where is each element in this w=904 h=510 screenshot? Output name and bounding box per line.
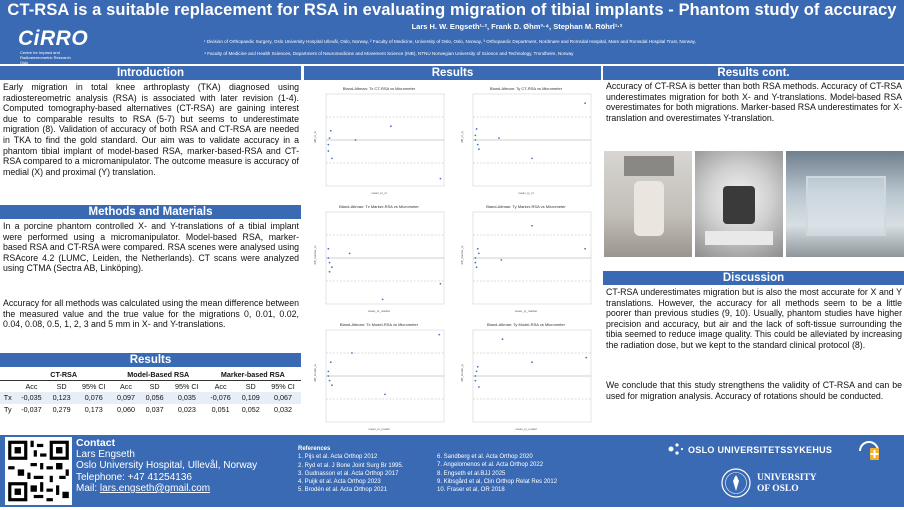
affiliation-line-1: ¹ Division of Orthopaedic Surgery, Oslo University Hospital Ullevål, Oslo, Norway, ² Faculty of Medicine, University of Oslo, Oslo, Norway, ³ Orthopaedic Department, Nordmøre and Romsdal Hospital, Møre and Romsdal Hospital Trust, Norway, — [204, 39, 696, 44]
table-cell: 0,279 — [52, 404, 71, 414]
col-sd: SD — [56, 382, 67, 391]
reference-item: 10. Fraser et al, OR 2018 — [437, 487, 505, 494]
plot-svg — [455, 200, 597, 315]
group-model-based-rsa: Model-Based RSA — [112, 369, 205, 381]
plot-title: Bland-Altman: Ty Model-RSA vs Micrometer — [487, 322, 565, 327]
data-point — [327, 375, 329, 377]
table-cell: -0,035 — [21, 393, 42, 403]
plot-ylabel: diff_marker_ty — [460, 245, 464, 265]
data-point — [476, 266, 478, 268]
data-point — [476, 128, 478, 130]
introduction-heading: Introduction — [0, 66, 301, 80]
table-cell: 0,123 — [52, 393, 71, 403]
uio-line-1: UNIVERSITY — [757, 473, 817, 483]
data-point — [329, 380, 331, 382]
cirro-logo: CiRRO — [18, 27, 89, 50]
table-cell: 0,173 — [84, 404, 103, 414]
discussion-text-2: We conclude that this study strengthens the validity of CT-RSA and can be used for migration analysis. Accuracy of rotations should be conducted. — [606, 380, 902, 401]
data-point — [329, 271, 331, 273]
data-point — [327, 371, 329, 373]
table-cell: 0,023 — [177, 404, 196, 414]
plot-svg — [308, 200, 450, 315]
affiliation-line-2: ⁴ Faculty of Medicine and Health Sciences, Department of Neuromedicine and Movement Science (INB), NTNU Norwegian University of Science and Technology, Trondheim, Norway — [204, 51, 574, 56]
data-point — [502, 338, 504, 340]
uio-line-2: OF OSLO — [757, 484, 799, 494]
photo-table-shape — [705, 231, 773, 245]
table-cell: 0,067 — [274, 393, 293, 403]
photo-phantom-setup — [604, 151, 692, 257]
col-ci: 95% CI — [271, 382, 295, 391]
data-point — [585, 357, 587, 359]
reference-item: 8. Engseth et al.BJJ 2025 — [437, 470, 506, 477]
table-row — [0, 404, 301, 416]
plot-title: Bland-Altman: Tx Model-RSA vs Micrometer — [339, 322, 419, 327]
table-cell: 0,032 — [274, 404, 293, 414]
photo-micromanipulator-shape — [624, 156, 674, 176]
reference-item: 3. Gudnasson et al. Acta Orthop 2017 — [298, 470, 399, 477]
uio-logo-text — [757, 473, 817, 495]
plot-ty-ct — [455, 82, 597, 197]
reference-item: 2. Ryd et al. J Bone Joint Surg Br 1995. — [298, 462, 404, 469]
col-acc: Acc — [214, 382, 227, 391]
table-row — [0, 392, 301, 404]
photo-rsa-cage — [786, 151, 904, 257]
data-point — [329, 262, 331, 264]
contact-mail-link[interactable]: lars.engseth@gmail.com — [99, 482, 211, 494]
table-corner-2 — [0, 381, 16, 393]
data-point — [474, 135, 476, 137]
results-cont-heading: Results cont. — [603, 66, 904, 80]
plot-svg — [308, 82, 450, 197]
photo-ct-scanner — [695, 151, 783, 257]
table-group-header-row — [0, 369, 301, 381]
col-acc: Acc — [25, 382, 38, 391]
data-point — [584, 248, 586, 250]
data-point — [474, 375, 476, 377]
author-list: Lars H. W. Engseth¹·², Frank D. Øhm³·⁴, Stephan M. Röhrl¹·² — [411, 22, 623, 31]
reference-item: 9. Kibsgård et al, Clin Orthop Relat Res 2012 — [437, 478, 558, 485]
reference-item: 7. Angelomenos et al. Acta Orthop 2022 — [437, 462, 544, 469]
discussion-text-1: CT-RSA underestimates migration but is also the most accurate for X and Y translations. However, the accuracy for all methods seem to be a little poorer than previous studies (9, 10). Usually, phantom studies have higher precision and accuracy, but air and the lack of soft-tissue surrounding the tibia seemed to reduce image quality. This could be alleviated by increasing the radiation dose, but we kept to the standard clinical protocol (8). — [606, 287, 902, 350]
table-cell: -0,037 — [21, 404, 42, 414]
data-point — [531, 158, 533, 160]
plot-xlabel: mean_tx_ct — [371, 191, 387, 195]
methods-text-1: In a porcine phantom controlled X- and Y-translations of a tibial implant were performed using a micromanipulator. Model-based RSA, marker-based RSA and CT-RSA were compared. RSA scenes were analysed using RSAcore 4.2 (LUMC, Leiden, the Netherlands). CT scans were analyzed using CTMA (Sectra AB, Linköping). — [3, 221, 299, 274]
data-point — [355, 139, 357, 141]
results-table-heading: Results — [0, 353, 301, 367]
contact-name: Lars Engseth — [76, 449, 135, 461]
data-point — [477, 144, 479, 146]
references-heading: References — [298, 446, 331, 452]
group-ct-rsa: CT-RSA — [16, 369, 112, 381]
col-sd: SD — [245, 382, 256, 391]
contact-mail-label: Mail: — [76, 482, 100, 494]
methods-heading: Methods and Materials — [0, 205, 301, 219]
data-point — [531, 361, 533, 363]
data-point — [327, 248, 329, 250]
data-point — [584, 102, 586, 104]
data-point — [440, 283, 442, 285]
data-point — [474, 139, 476, 141]
contact-block — [76, 438, 257, 494]
data-point — [531, 225, 533, 227]
col-sd: SD — [149, 382, 160, 391]
photo-cage-shape — [806, 176, 886, 236]
plot-xlabel: mean_ty_ct — [518, 191, 534, 195]
data-point — [384, 394, 386, 396]
data-point — [327, 150, 329, 152]
table-cell: 0,035 — [177, 393, 196, 403]
methods-text-2: Accuracy for all methods was calculated using the mean difference between the measured value and the true value for the migrations 0, 0.01, 0.02, 0.04, 0.08, 0.5, 1, 2, 3 and 5 mm in X- and Y-translations. — [3, 298, 299, 330]
table-cell: 0,076 — [84, 393, 103, 403]
table-cell: 0,097 — [117, 393, 136, 403]
plot-title: Bland-Altman: Ty CT-RSA vs Micrometer — [489, 86, 563, 91]
plot-ylabel: diff_marker_tx — [313, 245, 317, 265]
plot-xlabel: mean_ty_marker — [514, 309, 538, 313]
col-ci: 95% CI — [82, 382, 106, 391]
plot-svg — [455, 82, 597, 197]
contact-mail-line — [76, 483, 257, 494]
data-point — [390, 125, 392, 127]
plot-title: Bland-Altman: Tx CT-RSA vs Micrometer — [342, 86, 416, 91]
plot-svg — [308, 318, 450, 433]
ous-logo-icon — [667, 442, 685, 456]
data-point — [478, 148, 480, 150]
data-point — [382, 299, 384, 301]
table-cell: 0,052 — [241, 404, 260, 414]
data-point — [330, 130, 332, 132]
photo-phantom-shape — [634, 181, 664, 236]
qr-code[interactable] — [5, 437, 72, 505]
data-point — [498, 137, 500, 139]
table-cell: 0,037 — [145, 404, 164, 414]
results-table — [0, 369, 301, 415]
row-label: Tx — [3, 393, 12, 403]
table-cell: 0,051 — [211, 404, 230, 414]
reference-item: 4. Puijk et al. Acta Orthop 2023 — [298, 479, 381, 486]
reference-item: 5. Brodén et al. Acta Orthop 2021 — [298, 487, 388, 494]
reference-item: 1. Pijs et al. Acta Orthop 2012 — [298, 454, 378, 461]
data-point — [329, 137, 331, 139]
group-marker-based-rsa: Marker-based RSA — [205, 369, 301, 381]
contact-org: Oslo University Hospital, Ullevål, Norway — [76, 460, 258, 472]
plot-tx-model — [308, 318, 450, 433]
col-ci: 95% CI — [175, 382, 199, 391]
poster-title: CT-RSA is a suitable replacement for RSA in evaluating migration of tibial implants - Phantom study of accuracy — [7, 1, 897, 19]
data-point — [474, 262, 476, 264]
plot-svg — [455, 318, 597, 433]
plot-xlabel: mean_tx_model — [368, 427, 390, 431]
discussion-heading: Discussion — [603, 271, 904, 285]
bland-altman-plots — [305, 80, 600, 435]
data-point — [327, 144, 329, 146]
plot-ylabel: diff_ct_tx — [313, 131, 317, 143]
table-cell: 0,056 — [145, 393, 164, 403]
plot-ylabel: diff_model_ty — [460, 364, 464, 382]
data-point — [438, 334, 440, 336]
photo-scanner-shape — [723, 186, 755, 224]
table-cell: 0,109 — [241, 393, 260, 403]
data-point — [474, 257, 476, 259]
data-point — [331, 158, 333, 160]
data-point — [478, 253, 480, 255]
contact-phone: Telephone: +47 41254136 — [76, 471, 192, 483]
table-cell: -0,076 — [210, 393, 231, 403]
data-point — [330, 361, 332, 363]
plot-title: Bland-Altman: Tx Marker-RSA vs Micrometer — [339, 204, 419, 209]
plot-ylabel: diff_ct_ty — [460, 131, 464, 143]
plot-ty-model — [455, 318, 597, 433]
plot-ty-marker — [455, 200, 597, 315]
ous-logo-text: OSLO UNIVERSITETSSYKEHUS — [688, 445, 833, 455]
data-point — [351, 352, 353, 354]
contact-heading: Contact — [76, 437, 116, 449]
data-point — [500, 259, 502, 261]
reference-item: 6. Sandberg et al. Acta Orthop 2020 — [437, 454, 533, 460]
setup-photos — [604, 151, 904, 257]
introduction-text: Early migration in total knee arthroplasty (TKA) diagnosed using radiostereometric analysis (RSA) is associated with later revision (1-4). Computed tomography-based alternatives (CT-RSA) are gaining interest due to comparable results to RSA (5-7) but seems to underestimate migration (8). Validation of accuracy of both RSA and CT-RSA are needed in TKA to find the gold standard. Our aim was to validate accuracy in a phantom tibial implant of model-based RSA, marker-based-RSA and CT-RSA compared to a micromanipulator. The outcome measure is accuracy of medial (X) and proximal (Y) translation. — [3, 82, 299, 177]
qr-code-icon — [5, 437, 72, 505]
references-col-2 — [437, 453, 557, 494]
table-cell: 0,060 — [117, 404, 136, 414]
data-point — [477, 248, 479, 250]
plot-xlabel: mean_tx_marker — [367, 309, 391, 313]
references-col-1 — [298, 445, 403, 495]
plot-tx-ct — [308, 82, 450, 197]
cirro-logo-subtitle: Centre for Implant and Radiostereometric Research Oslo — [20, 50, 71, 65]
table-corner — [0, 369, 16, 381]
plot-tx-marker — [308, 200, 450, 315]
data-point — [440, 178, 442, 180]
data-point — [349, 253, 351, 255]
data-point — [327, 257, 329, 259]
hospital-cross-icon — [858, 440, 882, 462]
plot-xlabel: mean_ty_model — [515, 427, 537, 431]
col-acc: Acc — [120, 382, 132, 391]
data-point — [474, 380, 476, 382]
plot-title: Bland-Altman: Ty Marker-RSA vs Micrometer — [486, 204, 566, 209]
data-point — [476, 371, 478, 373]
data-point — [331, 266, 333, 268]
plot-ylabel: diff_model_tx — [313, 364, 317, 382]
data-point — [478, 386, 480, 388]
results-cont-text: Accuracy of CT-RSA is better than both RSA methods. Accuracy of CT-RSA underestimates migration for both X- and Y-translations. Model-based RSA overestimates for both migrations. Marker-based RSA underestimates for X-translation and overestimates Y-translation. — [606, 81, 902, 123]
uio-seal-icon — [721, 468, 751, 498]
results-plots-heading: Results — [304, 66, 601, 80]
data-point — [331, 384, 333, 386]
table-subheader-row — [0, 381, 301, 393]
data-point — [477, 366, 479, 368]
row-label: Ty — [3, 404, 12, 414]
